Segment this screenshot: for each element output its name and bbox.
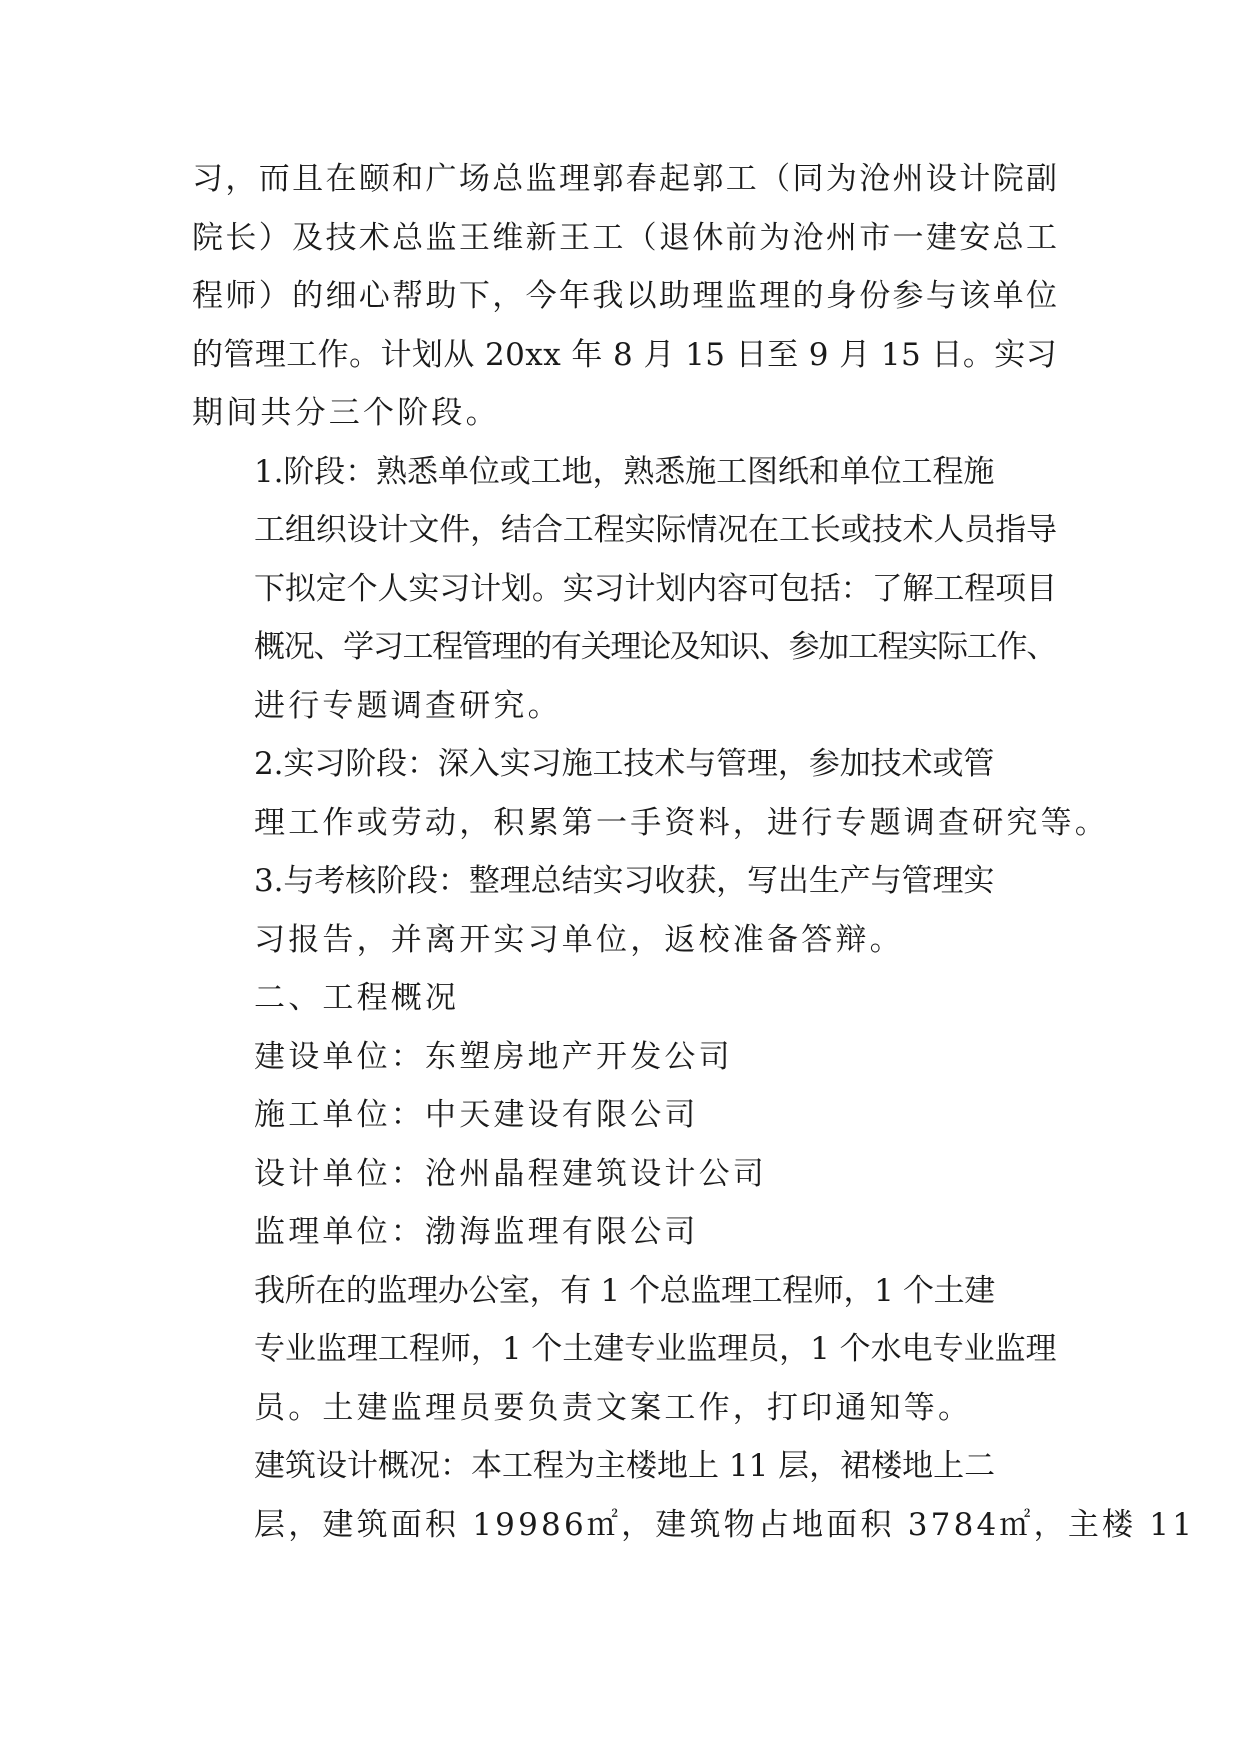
text-line: 工组织设计文件，结合工程实际情况在工长或技术人员指导 [254, 512, 1057, 548]
text-line: 进行专题调查研究。 [254, 687, 562, 724]
text-line: 我所在的监理办公室，有 1 个总监理工程师，1 个土建 [254, 1272, 995, 1309]
text-line: 概况、学习工程管理的有关理论及知识、参加工程实际工作、 [254, 629, 1056, 665]
paragraph [192, 1145, 1060, 1204]
text-line: 专业监理工程师，1 个土建专业监理员，1 个水电专业监理 [254, 1331, 1057, 1367]
paragraph [192, 735, 1109, 852]
paragraph [192, 150, 1060, 443]
paragraph [192, 1262, 1060, 1438]
text-line: 建筑设计概况：本工程为主楼地上 11 层，裙楼地上二 [254, 1448, 996, 1484]
text-line: 习，而且在颐和广场总监理郭春起郭工（同为沧州设计院副 [192, 161, 1060, 197]
text-line: 建设单位：东塑房地产开发公司 [254, 1038, 733, 1075]
text-line: 2.实习阶段：深入实习施工技术与管理，参加技术或管 [254, 746, 995, 782]
text-line: 员。土建监理员要负责文案工作，打印通知等。 [254, 1389, 973, 1426]
text-line: 院长）及技术总监王维新王工（退休前为沧州市一建安总工 [192, 219, 1060, 256]
document-page [192, 150, 1196, 1554]
text-line: 程师）的细心帮助下，今年我以助理监理的身份参与该单位 [192, 278, 1060, 314]
text-line: 1.阶段：熟悉单位或工地，熟悉施工图纸和单位工程施 [254, 453, 995, 490]
text-line: 期间共分三个阶段。 [192, 395, 500, 431]
text-line: 理工作或劳动，积累第一手资料，进行专题调查研究等。 [254, 804, 1109, 841]
text-line: 层，建筑面积 19986㎡，建筑物占地面积 3784㎡，主楼 11 [254, 1506, 1196, 1543]
paragraph [192, 1028, 1060, 1087]
text-line: 监理单位：渤海监理有限公司 [254, 1214, 699, 1250]
paragraph [192, 1437, 1196, 1554]
text-line: 施工单位：中天建设有限公司 [254, 1097, 699, 1133]
paragraph [192, 1203, 1060, 1262]
text-line: 3.与考核阶段：整理总结实习收获，写出生产与管理实 [254, 863, 995, 899]
paragraph [192, 443, 1060, 736]
text-line: 下拟定个人实习计划。实习计划内容可包括：了解工程项目 [254, 570, 1057, 607]
paragraph [192, 852, 1060, 969]
text-line: 习报告，并离开实习单位，返校准备答辩。 [254, 921, 904, 958]
paragraph [192, 1086, 1060, 1145]
text-line: 二、工程概况 [254, 980, 460, 1016]
paragraph [192, 969, 1060, 1028]
text-line: 设计单位：沧州晶程建筑设计公司 [254, 1155, 767, 1192]
text-line: 的管理工作。计划从 20xx 年 8 月 15 日至 9 月 15 日。实习 [192, 336, 1058, 373]
